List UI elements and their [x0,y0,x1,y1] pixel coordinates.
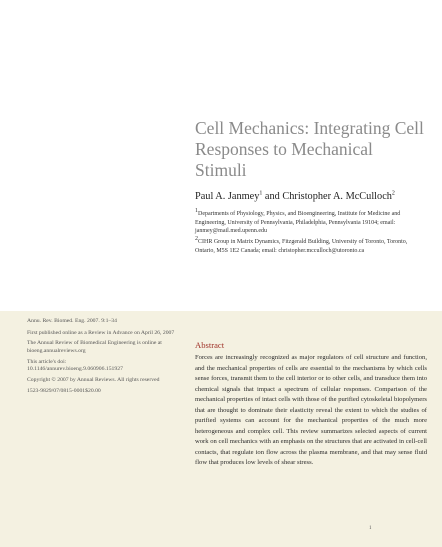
affiliation-2-text: CIHR Group in Matrix Dynamics, Fitzgerald Building, University of Toronto, Toronto, Ontario, M5S 1E2 Canada; email: christopher.mcculloch@utoronto.ca [195,239,408,254]
journal-citation: Annu. Rev. Biomed. Eng. 2007. 9:1–34 [27,318,117,324]
doi-block [27,359,182,374]
abstract-heading: Abstract [195,340,225,350]
author-1-affiliation-mark: 1 [259,190,263,197]
affiliation-1-text: Departments of Physiology, Physics, and Bioengineering, Institute for Medicine and Engineering, University of Pennsylvania, Philadelphia, Pennsylvania 19104; email: janmey@mail.med.upenn.edu [195,211,401,235]
copyright-note: Copyright © 2007 by Annual Reviews. All rights reserved [27,377,160,384]
doi-value[interactable]: 10.1146/annurev.bioeng.9.060906.151927 [27,366,123,373]
abstract-text: Forces are increasingly recognized as major regulators of cell structure and function, and the mechanical properties of cells are essential to the mechanisms by which cells sense forces, transmit them to the cell interior or to other cells, and transduce them into chemical signals that impact a spectrum of cellular responses. Comparison of the mechanical properties of intact cells with those of the purified cytoskeletal biopolymers that are thought to dominate their elasticity reveal the extent to which the studies of purified systems can account for the mechanical properties of the much more heterogeneous and complex cell. This review summarizes selected aspects of current work on cell mechanics with an emphasis on the structures that are activated in cell-cell contacts, that regulate ion flow across the plasma membrane, and that may sense fluid flow that produces low levels of shear stress. [195,354,427,466]
author-line [195,191,435,202]
affiliation-1-mark: 1 [195,208,198,214]
issn-code: 1523-9829/07/0815-0001$20.00 [27,387,101,394]
affiliation-2-mark: 2 [195,236,198,242]
author-2-affiliation-mark: 2 [391,190,395,197]
online-note: The Annual Review of Biomedical Engineering is online at bioeng.annualreviews.org [27,340,162,354]
affiliation-1 [195,210,427,236]
author-1: Paul A. Janmey [195,191,260,202]
article-title: Cell Mechanics: Integrating Cell Responses to Mechanical Stimuli [195,118,424,180]
article-info-sidebar [27,318,182,399]
affiliation-2 [195,238,427,255]
author-2: Christopher A. McCulloch [282,191,392,202]
page-number: 1 [369,526,372,531]
first-published-note: First published online as a Review in Advance on April 26, 2007 [27,329,175,336]
doi-label: This article's doi: [27,358,67,365]
author-conjunction: and [262,191,283,202]
